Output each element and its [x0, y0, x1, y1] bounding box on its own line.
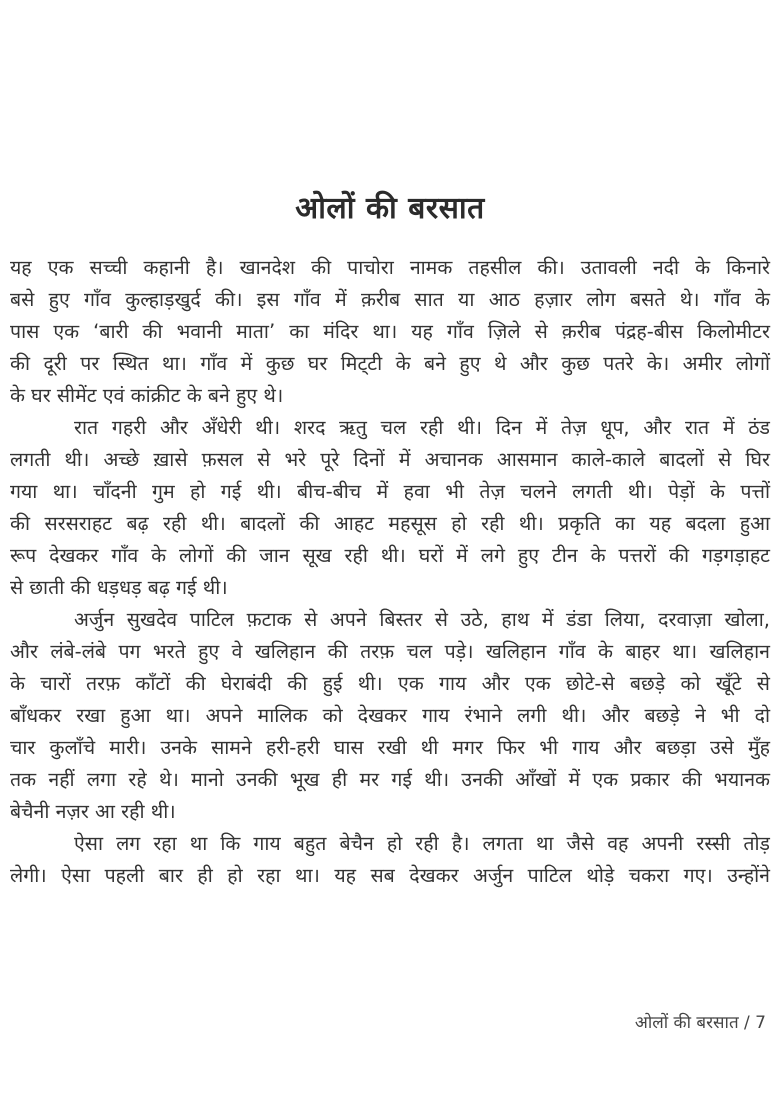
text-line: लेगी। ऐसा पहली बार ही हो रहा था। यह सब देखकर अर्जुन पाटिल थोड़े चकरा गए। उन्होंने	[10, 864, 770, 887]
text-line: बाँधकर रखा हुआ था। अपने मालिक को देखकर गाय रंभाने लगी थी। और बछड़े ने भी दो	[10, 704, 770, 727]
text-line: की सरसराहट बढ़ रही थी। बादलों की आहट महसूस हो रही थी। प्रकृति का यह बदला हुआ	[10, 512, 770, 535]
text-line: और लंबे-लंबे पग भरते हुए वे खलिहान की तरफ़ चल पड़े। खलिहान गाँव के बाहर था। खलिहान	[10, 640, 770, 663]
text-line: लगती थी। अच्छे ख़ासे फ़सल से भरे पूरे दिनों में अचानक आसमान काले-काले बादलों से घिर	[10, 448, 770, 471]
chapter-title: ओलों की बरसात	[295, 191, 485, 227]
paragraph-4	[10, 828, 770, 892]
page-footer: ओलों की बरसात / 7	[634, 1013, 766, 1033]
paragraph-3	[10, 604, 770, 828]
text-line: की दूरी पर स्थित था। गाँव में कुछ घर मिट्‌टी के बने हुए थे और कुछ पतरे के। अमीर लोगों	[10, 352, 770, 375]
text-line: तक नहीं लगा रहे थे। मानो उनकी भूख ही मर गई थी। उनकी आँखों में एक प्रकार की भयानक	[10, 768, 770, 791]
text-line: यह एक सच्ची कहानी है। खानदेश की पाचोरा नामक तहसील की। उतावली नदी के किनारे	[10, 256, 770, 279]
text-line: पास एक ‘बारी की भवानी माता’ का मंदिर था। यह गाँव ज़िले से क़रीब पंद्रह-बीस किलोमीटर	[10, 320, 770, 343]
text-line: बसे हुए गाँव कुल्हाड़खुर्द की। इस गाँव में क़रीब सात या आठ हज़ार लोग बसते थे। गाँव के	[10, 288, 770, 311]
paragraph-1	[10, 252, 770, 412]
text-line: रात गहरी और अँधेरी थी। शरद ऋतु चल रही थी। दिन में तेज़ धूप, और रात में ठंड	[74, 416, 770, 439]
text-line: रूप देखकर गाँव के लोगों की जान सूख रही थी। घरों में लगे हुए टीन के पत्तरों की गड़गड़ाहट	[10, 544, 770, 567]
paragraph-2	[10, 412, 770, 604]
text-line: गया था। चाँदनी गुम हो गई थी। बीच-बीच में हवा भी तेज़ चलने लगती थी। पेड़ों के पत्तों	[10, 480, 770, 503]
text-line: अर्जुन सुखदेव पाटिल फ़टाक से अपने बिस्तर से उठे, हाथ में डंडा लिया, दरवाज़ा खोला,	[74, 608, 770, 631]
text-line: के घर सीमेंट एवं कांक्रीट के बने हुए थे।	[10, 384, 284, 407]
text-line: ऐसा लग रहा था कि गाय बहुत बेचैन हो रही है। लगता था जैसे वह अपनी रस्सी तोड़	[74, 832, 770, 855]
text-line: बेचैनी नज़र आ रही थी।	[10, 800, 176, 823]
text-line: चार कुलाँचे मारी। उनके सामने हरी-हरी घास रखी थी मगर फिर भी गाय और बछड़ा उसे मुँह	[10, 736, 770, 759]
text-line: से छाती की धड़धड़ बढ़ गई थी।	[10, 576, 228, 599]
text-line: के चारों तरफ़ काँटों की घेराबंदी की हुई थी। एक गाय और एक छोटे-से बछड़े को खूँटे से	[10, 672, 770, 695]
story-body	[10, 252, 770, 892]
